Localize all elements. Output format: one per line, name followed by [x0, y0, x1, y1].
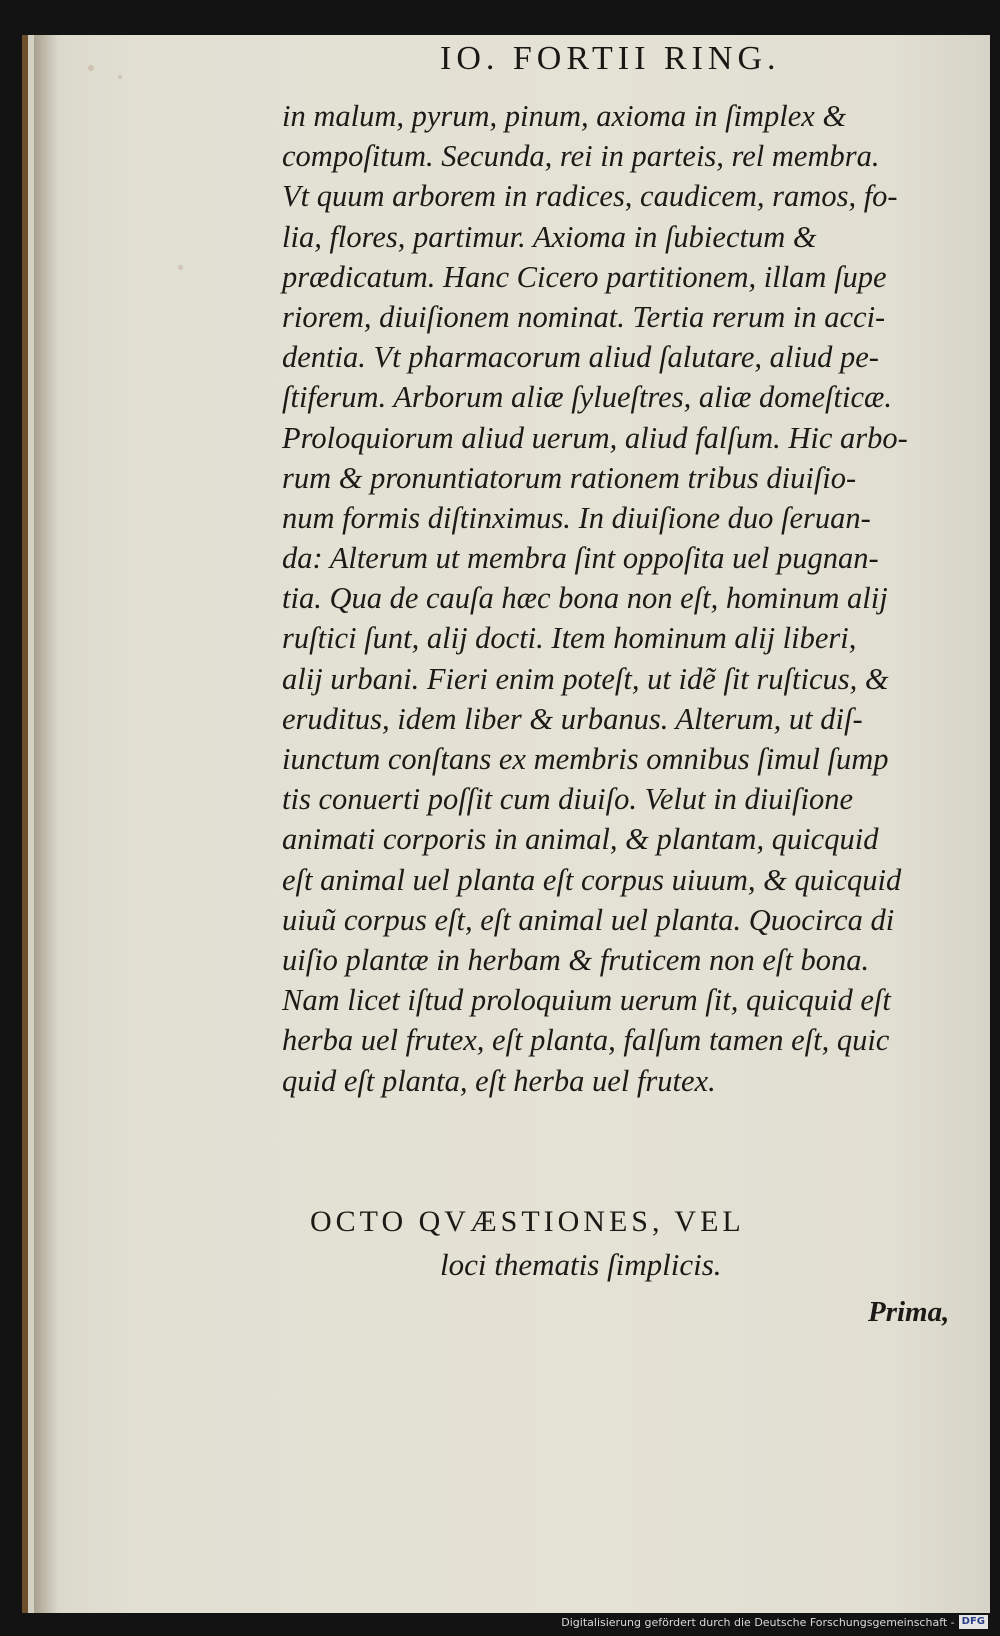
paper-stain [88, 65, 94, 71]
section-heading: OCTO QVÆSTIONES, VEL [310, 1205, 745, 1238]
text-line: da: Alterum ut membra ſint oppoſita uel pugnan- [282, 541, 879, 576]
text-line: Vt quum arborem in radices, caudicem, ramos, fo- [282, 179, 898, 214]
paper-stain [118, 75, 122, 79]
text-line: eſt animal uel planta eſt corpus uiuum, & quicquid [282, 862, 902, 897]
binding-shadow [34, 35, 58, 1613]
text-line: num formis diſtinximus. In diuiſione duo ſeruan- [282, 500, 871, 535]
text-line: Proloquiorum aliud uerum, aliud falſum. Hic arbo- [282, 420, 908, 455]
paper-stain [178, 265, 183, 270]
digitization-credit [561, 1614, 988, 1630]
text-line: dentia. Vt pharmacorum aliud ſalutare, aliud pe- [282, 340, 879, 375]
text-line: animati corporis in animal, & plantam, quicquid [282, 822, 879, 857]
text-line: quid eſt planta, eſt herba uel frutex. [282, 1063, 716, 1098]
text-line: iunctum conſtans ex membris omnibus ſimul ſump [282, 742, 889, 776]
text-line: herba uel frutex, eſt planta, falſum tamen eſt, quic [282, 1023, 890, 1058]
text-line: rum & pronuntiatorum rationem tribus diuiſio- [282, 460, 857, 495]
text-line: lia, flores, partimur. Axioma in ſubiectum & [282, 219, 817, 254]
text-line: ſtiferum. Arborum aliæ ſylueſtres, aliæ domeſticæ. [282, 380, 892, 415]
running-header: IO. FORTII RING. [440, 40, 781, 77]
catchword: Prima, [868, 1296, 950, 1328]
text-line: prædicatum. Hanc Cicero partitionem, illam ſupe [282, 259, 887, 294]
text-line: ruſtici ſunt, alij docti. Item hominum alij liberi, [282, 621, 857, 656]
section-subheading: loci thematis ſimplicis. [440, 1247, 722, 1282]
dfg-logo: DFG [959, 1615, 988, 1629]
text-line: riorem, diuiſionem nominat. Tertia rerum in acci- [282, 299, 886, 334]
text-line: eruditus, idem liber & urbanus. Alterum, ut diſ- [282, 701, 863, 736]
text-line: uiuũ corpus eſt, eſt animal uel planta. Quocirca di [282, 902, 895, 937]
text-line: compoſitum. Secunda, rei in parteis, rel membra. [282, 139, 880, 174]
text-line: uiſio plantæ in herbam & fruticem non eſt bona. [282, 942, 870, 977]
text-line: tia. Qua de cauſa hæc bona non eſt, hominum alij [282, 581, 888, 616]
credit-text: Digitalisierung gefördert durch die Deutsche Forschungsgemeinschaft - [561, 1615, 955, 1629]
text-line: alij urbani. Fieri enim poteſt, ut idẽ ſit ruſticus, & [282, 661, 889, 696]
text-line: in malum, pyrum, pinum, axioma in ſimplex & [282, 99, 847, 133]
body-text [282, 96, 962, 1101]
text-line: Nam licet iſtud proloquium uerum ſit, quicquid eſt [282, 983, 891, 1018]
text-line: tis conuerti poſſit cum diuiſo. Velut in diuiſione [282, 782, 853, 817]
